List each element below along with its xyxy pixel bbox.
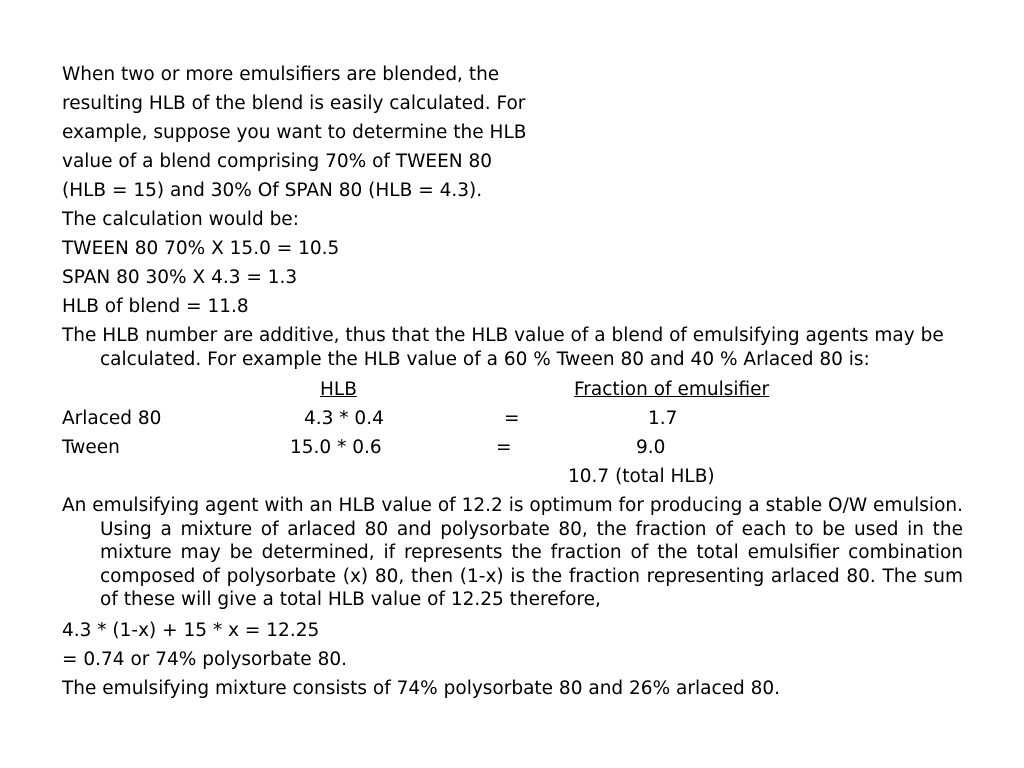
- additive-paragraph: The HLB number are additive, thus that the HLB value of a blend of emulsifying agents may be calculated. For example the HLB value of a 60 % Tween 80 and 40 % Arlaced 80 is:: [62, 325, 944, 370]
- conclusion-line: The emulsifying mixture consists of 74% polysorbate 80 and 26% arlaced 80.: [62, 677, 781, 699]
- intro-line: (HLB = 15) and 30% Of SPAN 80 (HLB = 4.3).: [62, 180, 483, 201]
- table-total: [62, 462, 963, 491]
- result-line: = 0.74 or 74% polysorbate 80.: [62, 648, 347, 670]
- intro-line: The calculation would be:: [62, 209, 299, 230]
- intro-line: resulting HLB of the blend is easily calculated. For: [62, 93, 526, 114]
- table-row: [62, 404, 963, 433]
- optimum-paragraph: An emulsifying agent with an HLB value of 12.2 is optimum for producing a stable O/W emulsion. Using a mixture of arlaced 80 and polysorbate 80, the fraction of each to be used in the mixture may be determined, if represents the fraction of the total emulsifier combination composed of polysorbate (x) 80, then (1-x) is the fraction representing arlaced 80. The sum of these will give a total HLB value of 12.25 therefore,: [62, 495, 963, 610]
- table-header: [62, 375, 963, 404]
- row-result: 9.0: [636, 437, 666, 458]
- total-hlb: 10.7 (total HLB): [568, 466, 715, 487]
- row-name: Tween: [62, 437, 120, 458]
- row-result: 1.7: [648, 408, 678, 429]
- row-calc: 4.3 * 0.4: [304, 408, 384, 429]
- slide-content: [62, 60, 963, 703]
- row-equals: =: [504, 408, 520, 429]
- hlb-blend-result: HLB of blend = 11.8: [62, 296, 249, 317]
- intro-line: When two or more emulsifiers are blended, the: [62, 64, 500, 85]
- equation-line: 4.3 * (1-x) + 15 * x = 12.25: [62, 619, 320, 641]
- intro-line: value of a blend comprising 70% of TWEEN 80: [62, 151, 493, 172]
- calc-line-tween: TWEEN 80 70% X 15.0 = 10.5: [62, 238, 340, 259]
- header-fraction: Fraction of emulsifier: [574, 379, 770, 400]
- table-row: [62, 433, 963, 462]
- row-equals: =: [496, 437, 512, 458]
- intro-line: example, suppose you want to determine the HLB: [62, 122, 527, 143]
- row-calc: 15.0 * 0.6: [290, 437, 382, 458]
- header-hlb: HLB: [320, 379, 357, 400]
- row-name: Arlaced 80: [62, 408, 162, 429]
- calc-line-span: SPAN 80 30% X 4.3 = 1.3: [62, 267, 298, 288]
